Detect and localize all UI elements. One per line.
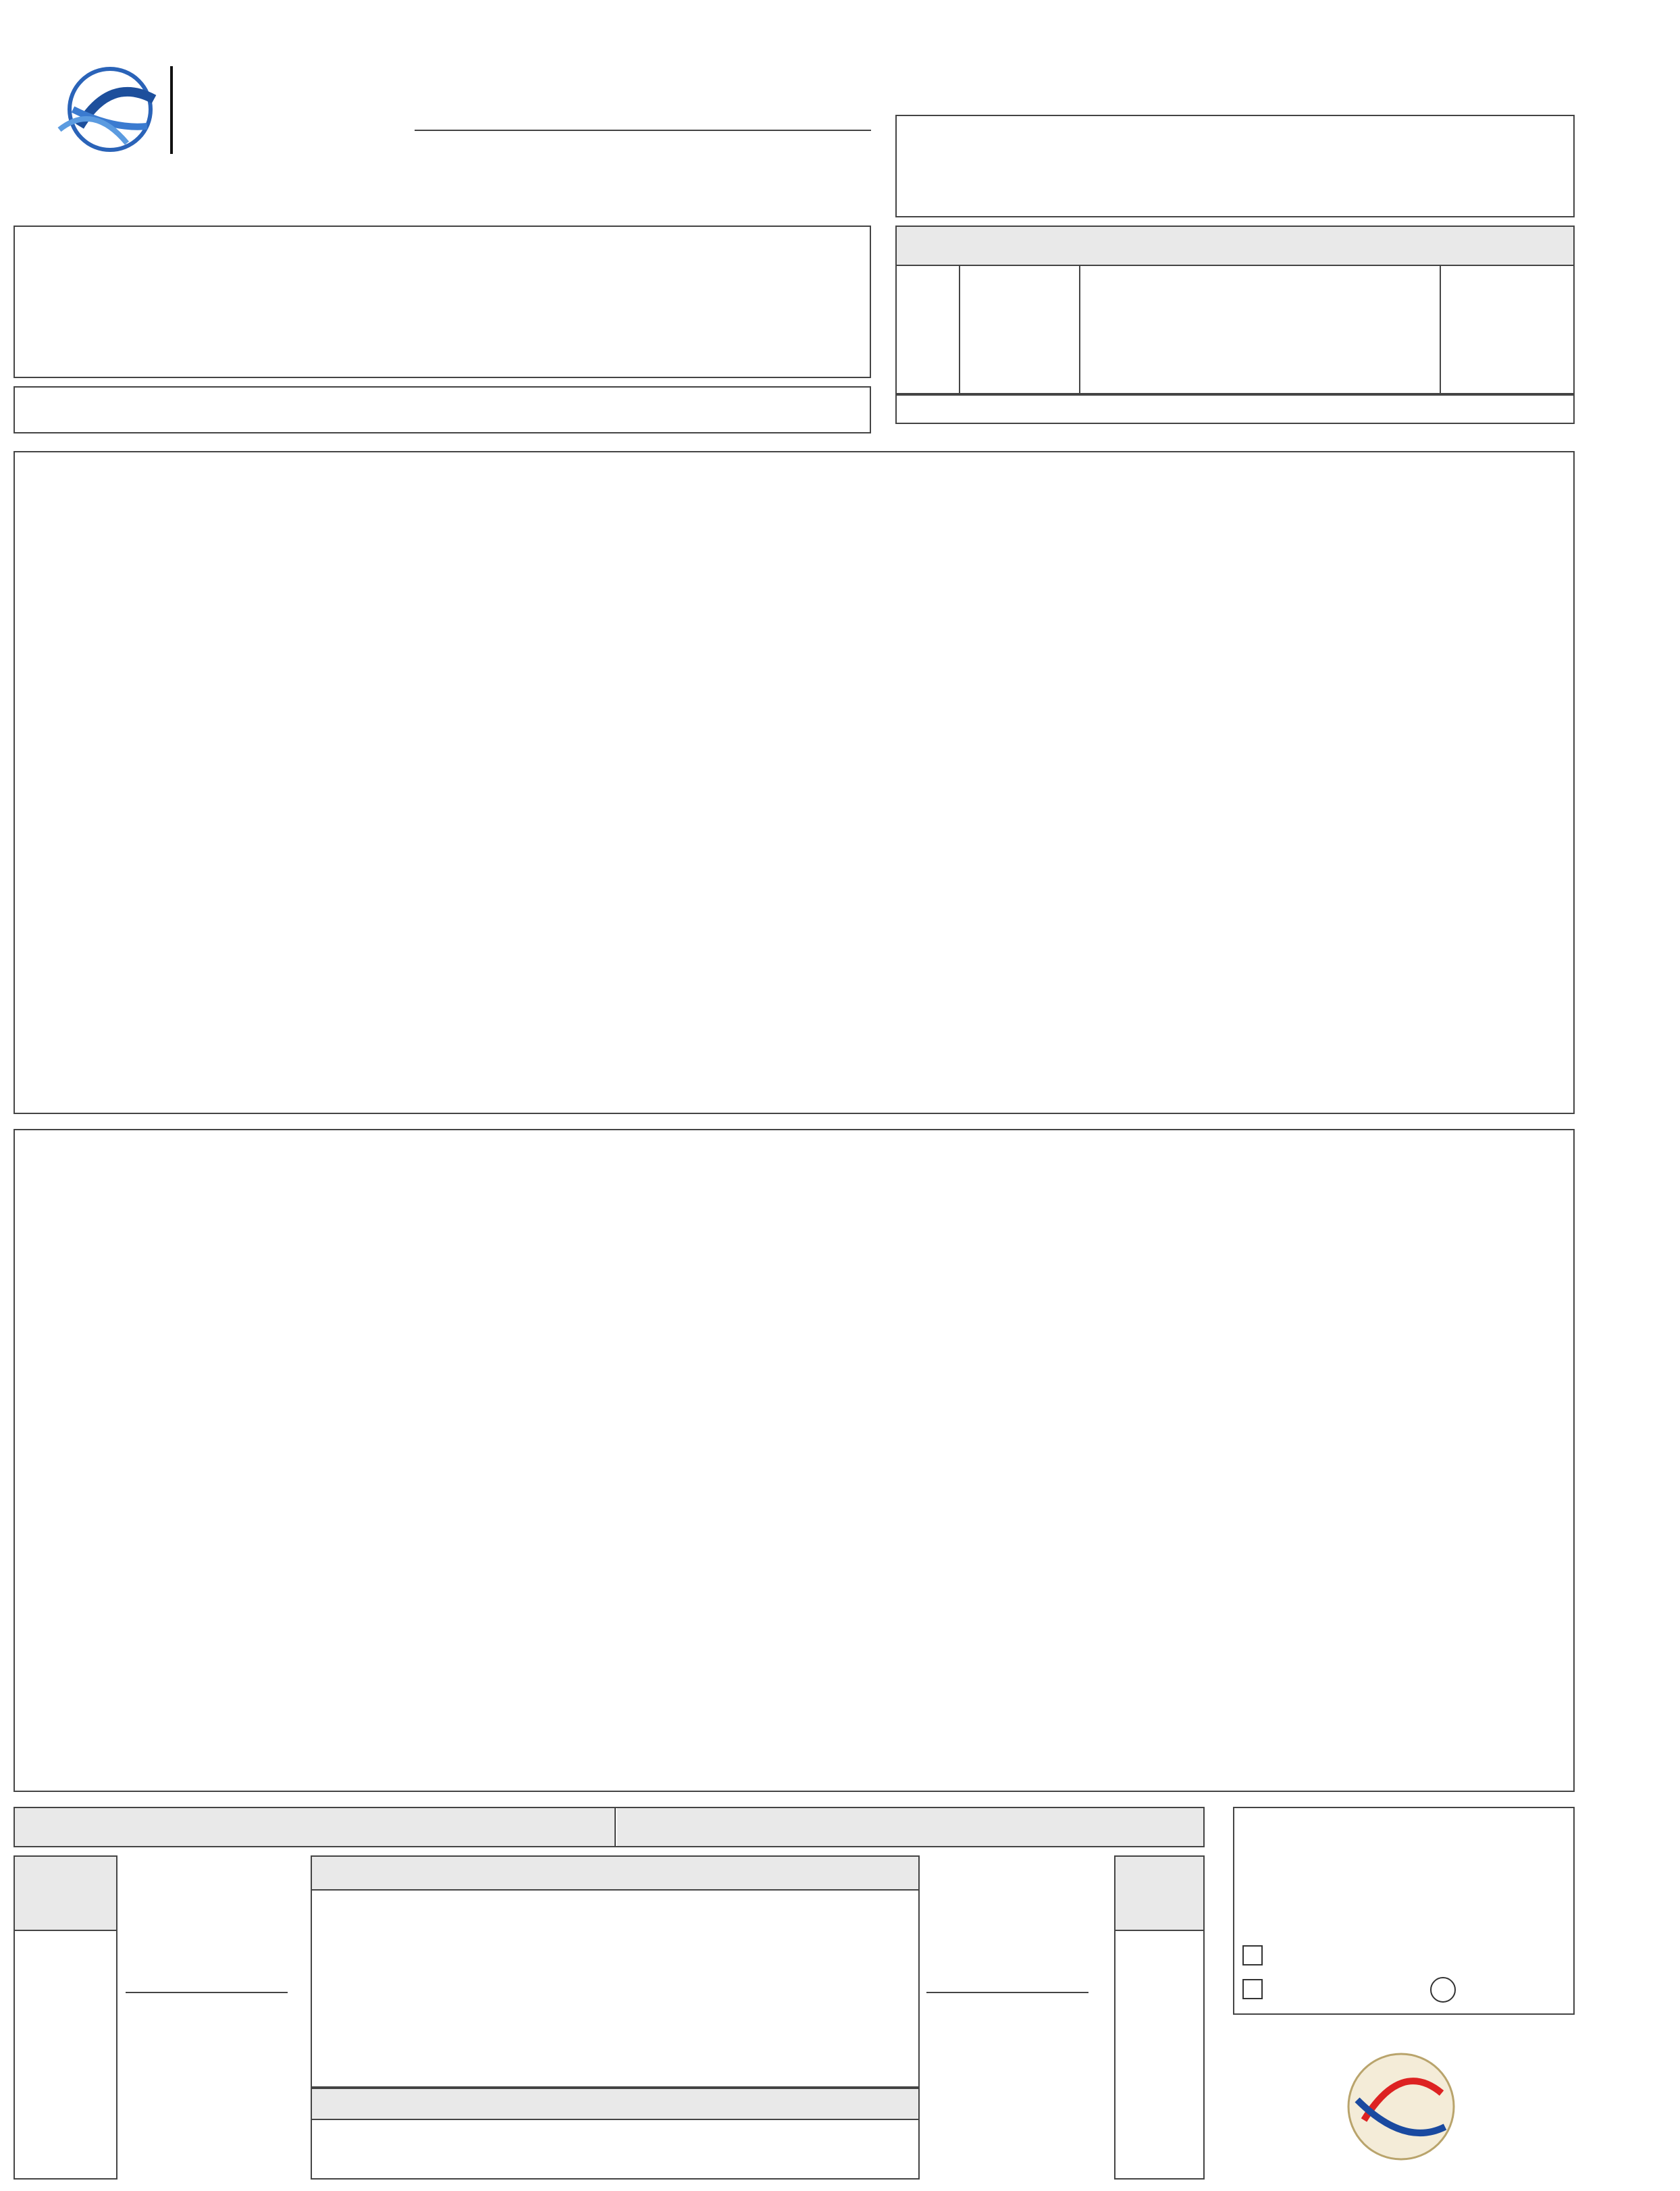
legend-start-icon xyxy=(1242,1945,1263,1965)
federation-seal xyxy=(1303,2019,1499,2188)
diff-a xyxy=(14,1855,117,2180)
rec-summary-b xyxy=(926,1870,1102,2181)
referees-box xyxy=(14,386,871,433)
legend-setter-icon xyxy=(1242,1979,1263,1999)
sets-table xyxy=(895,226,1575,394)
rec-summary-a xyxy=(126,1870,288,2181)
summary-header xyxy=(14,1807,1205,1847)
legend xyxy=(1233,1807,1575,2015)
team-a-stats xyxy=(14,451,1575,1114)
diff-b xyxy=(1114,1855,1205,2180)
kill-on-reception xyxy=(311,1855,920,2088)
attack-on-dig xyxy=(311,2088,920,2180)
circle-icon xyxy=(1430,1977,1456,2003)
bva-logo xyxy=(53,62,167,157)
match-info xyxy=(14,226,871,378)
team-b-stats xyxy=(14,1129,1575,1792)
sets-total xyxy=(895,394,1575,424)
score-box xyxy=(895,115,1575,217)
